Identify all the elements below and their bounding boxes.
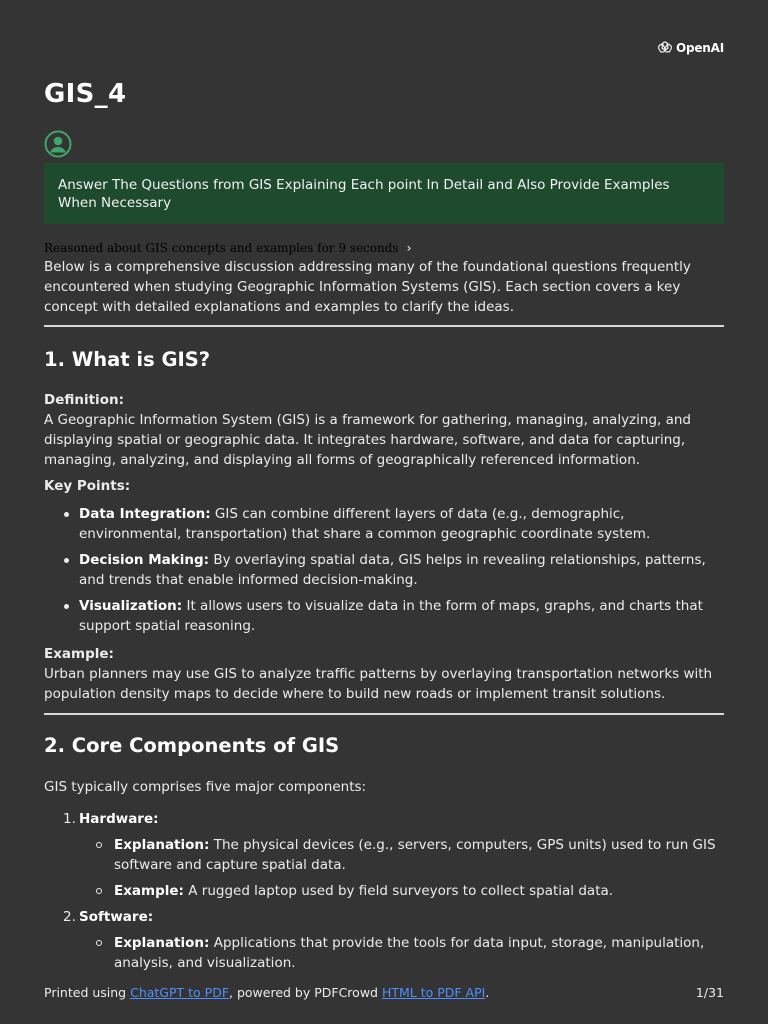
document-page xyxy=(44,0,724,1024)
page-number: 1/31 xyxy=(695,985,724,1000)
list-item xyxy=(79,835,724,875)
list-item xyxy=(79,881,724,901)
component-label: Hardware: xyxy=(79,811,159,827)
bullet-text: By overlaying spatial data, GIS helps in revealing relationships, patterns, and trends that enable informed decision-making. xyxy=(79,552,706,588)
logo-text: OpenAI xyxy=(675,41,724,55)
footer-prefix: Printed using xyxy=(44,985,131,1000)
keypoints-list xyxy=(44,504,724,636)
chevron-right-icon: › xyxy=(406,241,412,255)
bullet-term: Decision Making: xyxy=(79,552,210,568)
sub-term: Explanation: xyxy=(114,837,210,853)
footer-suffix: . xyxy=(485,985,490,1000)
bullet-term: Visualization: xyxy=(79,598,183,614)
chatgpt-to-pdf-link[interactable]: ChatGPT to PDF xyxy=(130,985,230,1000)
section-heading: 2. Core Components of GIS xyxy=(44,734,340,757)
response-content xyxy=(44,257,724,979)
sub-list xyxy=(79,835,724,901)
sub-text: Applications that provide the tools for data input, storage, manipulation, analysis, and visualization. xyxy=(114,935,705,971)
reasoning-toggle[interactable] xyxy=(44,241,411,255)
list-item xyxy=(44,504,724,544)
component-label: Software: xyxy=(79,909,154,925)
components-list xyxy=(44,809,724,973)
bullet-text: GIS can combine different layers of data (e.g., demographic, environmental, transportation) that share a common geographic coordinate system. xyxy=(79,506,651,542)
list-item xyxy=(44,550,724,590)
list-item xyxy=(44,809,724,901)
bullet-text: It allows users to visualize data in the form of maps, graphs, and charts that support spatial reasoning. xyxy=(79,598,703,634)
page-title: GIS_4 xyxy=(44,79,127,109)
sub-text: A rugged laptop used by field surveyors to collect spatial data. xyxy=(183,883,614,899)
divider xyxy=(44,713,724,715)
keypoints-label: Key Points: xyxy=(44,478,131,494)
bullet-term: Data Integration: xyxy=(79,506,211,522)
list-number: 1. xyxy=(63,811,76,827)
html-to-pdf-api-link[interactable]: HTML to PDF API xyxy=(381,985,486,1000)
list-item xyxy=(44,596,724,636)
sub-term: Explanation: xyxy=(114,935,210,951)
example-text: Urban planners may use GIS to analyze traffic patterns by overlaying transportation networks with population density maps to decide where to build new roads or implement transit solutions. xyxy=(44,666,713,702)
definition-text: A Geographic Information System (GIS) is a framework for gathering, managing, analyzing, and displaying spatial or geographic data. It integrates hardware, software, and data for capturing, managing, analyzing, and displaying all forms of geographically referenced information. xyxy=(44,412,691,468)
divider xyxy=(44,325,724,327)
openai-logo xyxy=(657,40,724,56)
user-avatar-icon xyxy=(44,130,72,158)
user-prompt-box xyxy=(44,163,724,224)
page-footer xyxy=(44,985,724,1000)
example-label: Example: xyxy=(44,646,114,662)
sub-list xyxy=(79,933,724,973)
reasoning-label: Reasoned about GIS concepts and examples for 9 seconds xyxy=(44,241,399,255)
sub-text: The physical devices (e.g., servers, computers, GPS units) used to run GIS software and capture spatial data. xyxy=(114,837,716,873)
definition-label: Definition: xyxy=(44,392,124,408)
list-number: 2. xyxy=(63,909,76,925)
footer-middle: , powered by PDFCrowd xyxy=(229,985,382,1000)
openai-icon xyxy=(657,40,673,56)
list-item xyxy=(79,933,724,973)
user-prompt-text: Answer The Questions from GIS Explaining Each point In Detail and Also Provide Examples When Necessary xyxy=(58,177,670,211)
section-intro: GIS typically comprises five major components: xyxy=(44,779,367,795)
intro-paragraph: Below is a comprehensive discussion addressing many of the foundational questions frequently encountered when studying Geographic Information Systems (GIS). Each section covers a key concept with detailed explanations and examples to clarify the ideas. xyxy=(44,259,691,315)
list-item xyxy=(44,907,724,973)
footer-credit xyxy=(44,985,489,1000)
section-heading: 1. What is GIS? xyxy=(44,348,211,371)
sub-term: Example: xyxy=(114,883,184,899)
